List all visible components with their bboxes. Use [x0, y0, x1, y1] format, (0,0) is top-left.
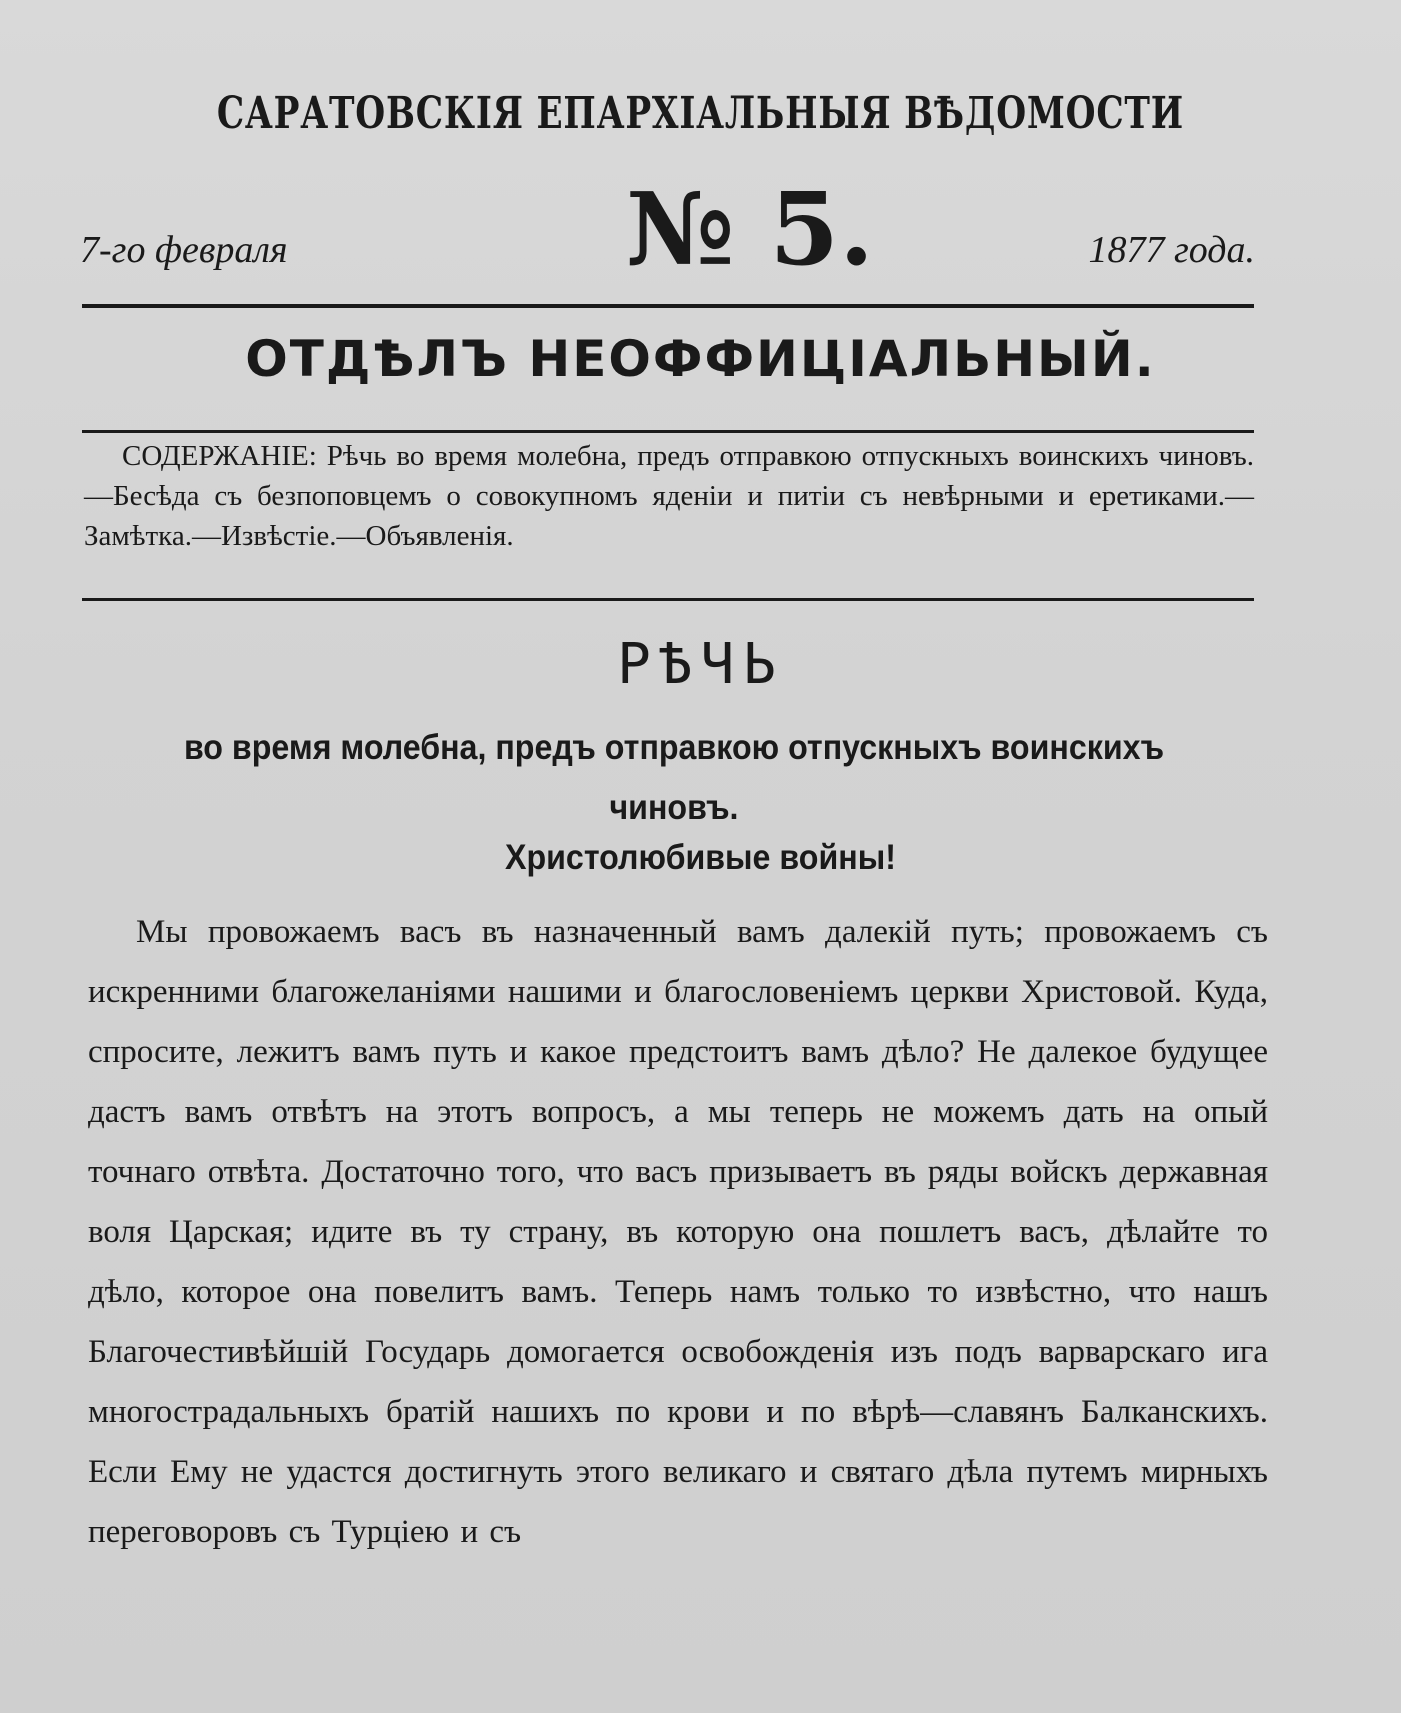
issue-year: 1877 года. [1088, 229, 1255, 271]
body-paragraph: Мы провожаемъ васъ въ назначенный вамъ далекій путь; провожаемъ съ искренними благожеланіями нашими и благословеніемъ церкви Христовой. Куда, спросите, лежитъ вамъ путь и какое предстоитъ вамъ дѣло? Не далекое будущее дастъ вамъ отвѣтъ на этотъ вопросъ, а мы теперь не можемъ дать на опый точнаго отвѣта. Достаточно того, что васъ призываетъ въ ряды войскъ державная воля Царская; идите въ ту страну, въ которую она пошлетъ васъ, дѣлайте то дѣло, которое она повелитъ вамъ. Теперь намъ только то извѣстно, что нашъ Благочестивѣйшій Государь домогается освобожденія изъ подъ варварскаго ига многострадальныхъ братій нашихъ по крови и по вѣрѣ—славянъ Балканскихъ. Если Ему не удастся достигнуть этого великаго и святаго дѣла путемъ мирныхъ переговоровъ съ Турціею и съ [88, 914, 1268, 1550]
contents-text: Рѣчь во время молебна, предъ отправкою отпускныхъ воинскихъ чиновъ.—Бесѣда съ безпоповцемъ о совокупномъ яденіи и питіи съ невѣрными и еретиками.—Замѣтка.—Извѣстіе.—Объявленія. [84, 440, 1254, 552]
section-title: ОТДѢЛЪ НЕОФФИЦІАЛЬНЫЙ. [245, 330, 1156, 388]
issue-number: № 5. [626, 170, 874, 288]
article-greeting: Христолюбивые войны! [504, 838, 896, 877]
article-title: РѢЧЬ [617, 632, 784, 697]
issue-date: 7-го февраля [80, 229, 288, 271]
article-subtitle: во время молебна, предъ отправкою отпускныхъ воинскихъ чиновъ. [183, 728, 1165, 827]
masthead-title: САРАТОВСКІЯ ЕПАРХІАЛЬНЫЯ ВѢДОМОСТИ [216, 88, 1184, 139]
table-of-contents [84, 436, 1254, 556]
contents-label: СОДЕРЖАНІЕ: [122, 440, 317, 472]
page-bottom-edge [0, 1680, 1401, 1713]
header-divider [82, 304, 1254, 308]
issue-row [80, 170, 1255, 290]
article-body [88, 902, 1268, 1562]
contents-top-divider [82, 430, 1254, 433]
contents-bottom-divider [82, 598, 1254, 601]
